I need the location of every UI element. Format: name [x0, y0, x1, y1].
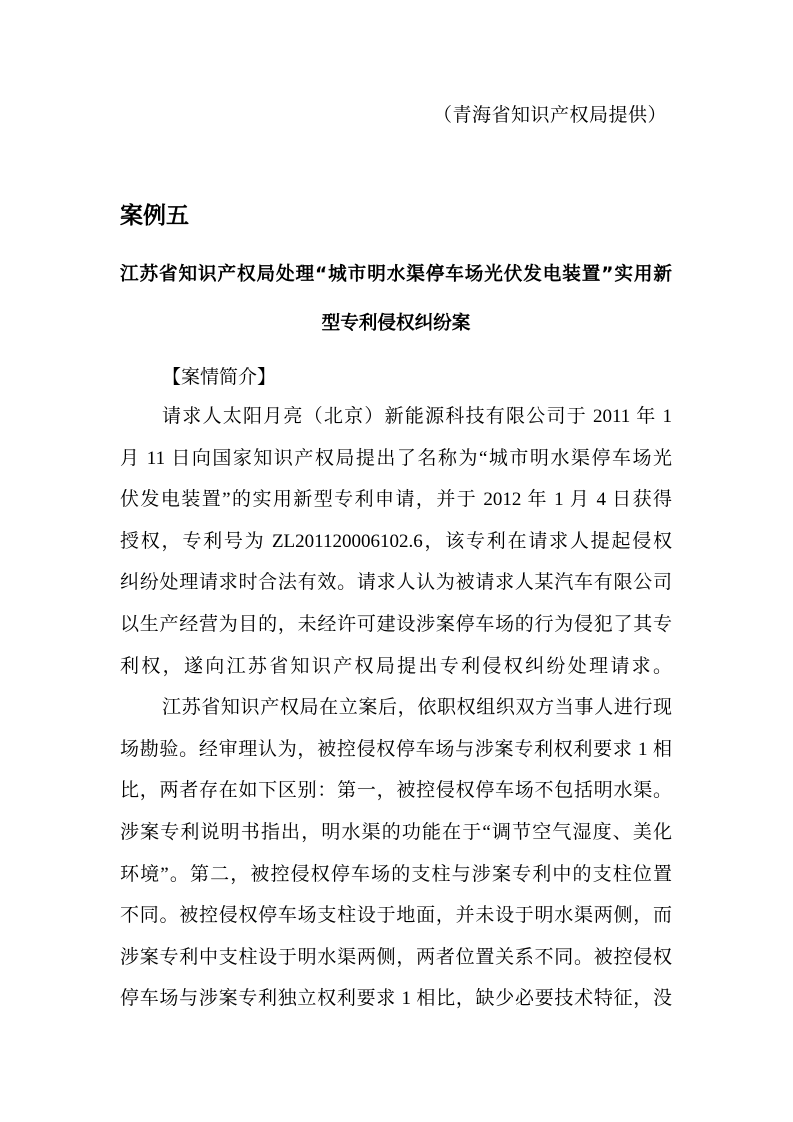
paragraph-line: 比，两者存在如下区别：第一，被控侵权停车场不包括明水渠。: [120, 780, 672, 802]
paragraph-line: 授权，专利号为 ZL201120006102.6，该专利在请求人提起侵权: [120, 530, 672, 552]
case-label: 案例五: [120, 203, 189, 229]
paragraph-line: 月 11 日向国家知识产权局提出了名称为“城市明水渠停车场光: [120, 447, 672, 469]
title-line: 江苏省知识产权局处理“城市明水渠停车场光伏发电装置”实用新: [120, 264, 672, 285]
title-line: 型专利侵权纠纷案: [321, 313, 471, 334]
paragraph-line: 江苏省知识产权局在立案后，依职权组织双方当事人进行现: [162, 697, 672, 719]
paragraph-line: 涉案专利说明书指出，明水渠的功能在于“调节空气湿度、美化: [120, 821, 672, 843]
paragraph-line: 不同。被控侵权停车场支柱设于地面，并未设于明水渠两侧，而: [120, 905, 672, 927]
paragraph-line: 伏发电装置”的实用新型专利申请，并于 2012 年 1 月 4 日获得: [120, 489, 672, 511]
paragraph: [120, 687, 672, 1020]
paragraph-line: 纠纷处理请求时合法有效。请求人认为被请求人某汽车有限公司: [120, 572, 672, 594]
source-note: （青海省知识产权局提供）: [432, 105, 667, 126]
case-title: [120, 250, 672, 348]
paragraph-line: 以生产经营为目的，未经许可建设涉案停车场的行为侵犯了其专: [120, 613, 672, 635]
paragraph-line: 利权，遂向江苏省知识产权局提出专利侵权纠纷处理请求。: [120, 655, 672, 677]
paragraph-line: 涉案专利中支柱设于明水渠两侧，两者位置关系不同。被控侵权: [120, 946, 672, 968]
paragraph-line: 停车场与涉案专利独立权利要求 1 相比，缺少必要技术特征，没: [120, 988, 672, 1010]
paragraph-line: 请求人太阳月亮（北京）新能源科技有限公司于 2011 年 1: [162, 406, 672, 427]
paragraph-line: 场勘验。经审理认为，被控侵权停车场与涉案专利权利要求 1 相: [120, 738, 672, 760]
paragraph: [120, 396, 672, 687]
paragraph-line: 环境”。第二，被控侵权停车场的支柱与涉案专利中的支柱位置: [120, 863, 672, 885]
case-body: [120, 396, 672, 1020]
section-heading: 【案情简介】: [162, 367, 277, 388]
